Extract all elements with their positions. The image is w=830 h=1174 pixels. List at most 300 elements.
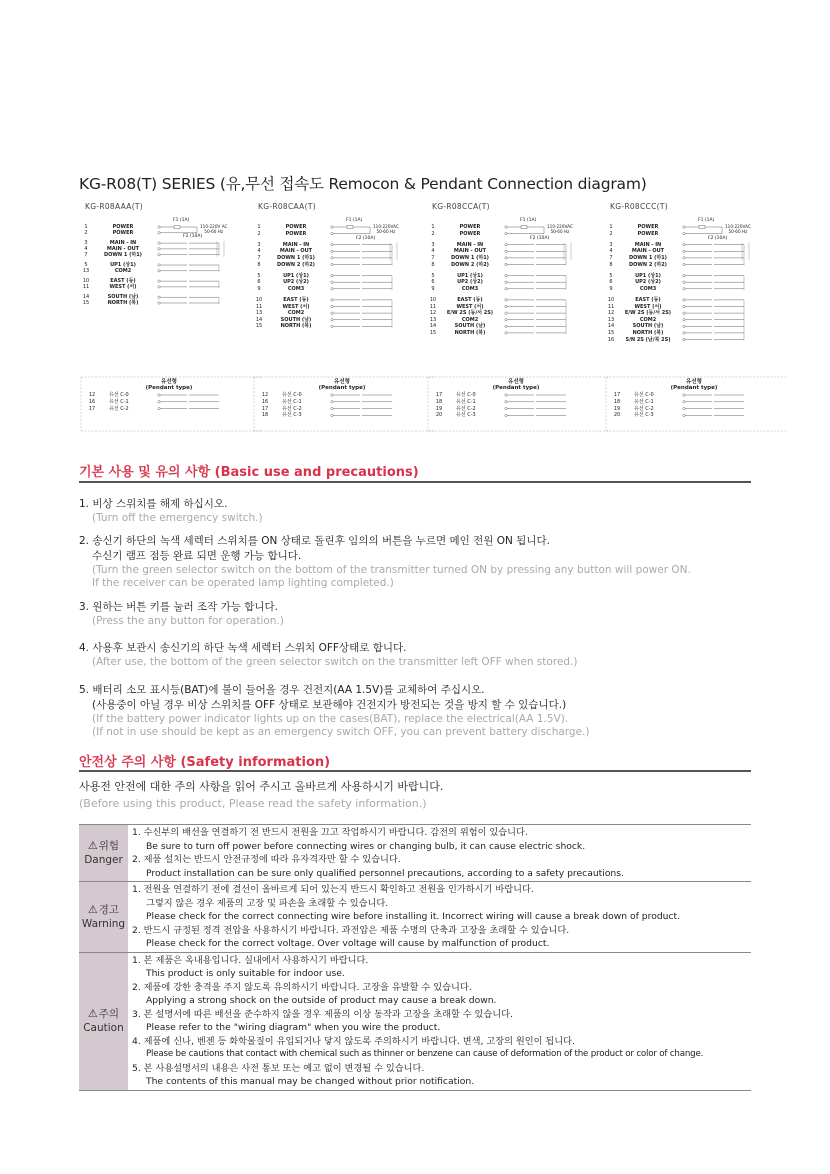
terminal-number: 9: [257, 285, 261, 292]
terminal-label: MAIN - OUT: [631, 248, 665, 255]
pendant-title: [634, 379, 754, 391]
basic-item: [79, 683, 759, 739]
safety-line: 1. 전원을 연결하기 전에 결선이 올바르게 되어 있는지 반드시 확인하고 전원을 인가하시기 바랍니다.: [132, 884, 534, 895]
terminal-contact: [331, 281, 333, 283]
terminal-label: COM2: [114, 267, 132, 274]
basic-item-korean: 4. 사용후 보관시 송신기의 하단 녹색 세렉터 스위치 OFF상태로 합니다.: [79, 642, 407, 654]
safety-line: Product installation can be sure only qualified personnel precautions, according to a safety precautions.: [146, 867, 624, 879]
terminal-number: 12: [607, 310, 615, 317]
terminal-contact: [683, 274, 685, 276]
terminal-label: MAIN - OUT: [106, 245, 140, 252]
safety-line: 2. 제품에 강한 충격을 주지 않도록 유의하시기 바랍니다. 고장을 유발할 수 있습니다.: [132, 981, 472, 993]
terminal-label: DOWN 2 (하2): [277, 261, 315, 268]
terminal-label: POWER: [112, 229, 134, 236]
terminal-label: E/W 2S (동/서 2S): [624, 310, 672, 317]
terminal-label: SOUTH (남): [280, 316, 312, 323]
pendant-terminal-number: 12: [88, 392, 96, 398]
terminal-label: E/W 2S (동/서 2S): [446, 310, 494, 317]
pendant-terminal-number: 18: [435, 398, 443, 405]
terminal-label: DOWN 1 (하1): [104, 251, 142, 258]
terminal-number: 5: [257, 272, 261, 279]
basic-use-heading: 기본 사용 및 유의 사항 (Basic use and precautions): [79, 465, 419, 480]
terminal-number: 6: [431, 279, 435, 286]
basic-item-english: (Press the any button for operation.): [92, 615, 284, 627]
safety-level-english: Caution: [83, 1022, 124, 1034]
pendant-terminal-number: 16: [88, 398, 96, 405]
terminal-contact: [505, 257, 507, 259]
pendant-terminal-number: 20: [435, 412, 443, 419]
pendant-terminal-label: 유선 C-3: [456, 412, 476, 419]
diagram-4: [604, 200, 789, 432]
terminal-contact: [158, 264, 160, 266]
terminal-contact: [331, 257, 333, 259]
safety-level-korean-text: 위험: [98, 840, 120, 852]
diagram-1: [79, 200, 264, 432]
terminal-label: UP2 (상2): [457, 279, 483, 286]
voltage-line: 50-60 Hz: [376, 229, 396, 234]
diagram-3: [426, 200, 611, 432]
terminal-contact: [158, 296, 160, 298]
terminal-label: NORTH (북): [280, 323, 312, 330]
terminal-contact: [505, 401, 507, 403]
safety-level-label: [79, 952, 128, 1090]
terminal-number: 7: [431, 254, 435, 261]
voltage-line: 50-60 Hz: [550, 229, 570, 234]
terminal-contact: [683, 250, 685, 252]
pendant-terminal-number: 19: [435, 405, 443, 412]
pendant-title-line: 유선형: [686, 379, 702, 385]
safety-line: 5. 본 사용설명서의 내용은 사전 통보 또는 예고 없이 변경될 수 있습니다.: [132, 1062, 425, 1074]
fuse-2-label: F2 (10A): [530, 235, 550, 241]
safety-line: 1. 본 제품은 옥내용입니다. 실내에서 사용하시기 바랍니다.: [132, 954, 369, 966]
basic-use-divider: [79, 481, 751, 483]
terminal-label: MAIN - OUT: [279, 248, 313, 255]
safety-divider: [79, 770, 751, 772]
terminal-label: COM2: [461, 316, 479, 323]
terminal-label: EAST (동): [110, 278, 136, 285]
pendant-title-line: (Pendant type): [318, 385, 366, 391]
terminal-contact: [683, 319, 685, 321]
terminal-contact: [683, 407, 685, 409]
terminal-contact: [505, 312, 507, 314]
basic-item-korean: 3. 원하는 버튼 키를 눌러 조작 가능 합니다.: [79, 601, 279, 613]
safety-line: Please be cautions that contact with chemical such as thinner or benzene can cause of deformation of the product or color of change.: [146, 1049, 704, 1059]
safety-line: 1. 수신부의 배선을 연결하기 전 반드시 전원을 끄고 작업하시기 바랍니다. 감전의 위험이 있습니다.: [132, 827, 528, 838]
terminal-label: MAIN - IN: [109, 240, 137, 247]
safety-content: [128, 952, 751, 1090]
terminal-label: POWER: [637, 224, 659, 230]
safety-content: [128, 882, 751, 953]
terminal-label: EAST (동): [457, 296, 483, 303]
terminal-number: 11: [607, 303, 615, 310]
safety-level-korean: [79, 839, 128, 853]
warning-triangle-icon: ⚠: [87, 902, 98, 916]
terminal-contact: [331, 299, 333, 301]
basic-item: [79, 497, 759, 525]
terminal-label: COM3: [639, 285, 657, 292]
terminal-label: POWER: [459, 230, 481, 237]
terminal-contact: [505, 319, 507, 321]
safety-level-label: [79, 825, 128, 882]
terminal-contact: [505, 263, 507, 265]
pendant-title-line: 유선형: [508, 379, 524, 385]
terminal-number: 13: [607, 316, 615, 323]
terminal-number: 14: [82, 294, 90, 301]
pendant-terminal-number: 17: [88, 405, 96, 412]
terminal-contact: [331, 325, 333, 327]
voltage-line: 110-220VAC: [373, 224, 399, 229]
terminal-number: 7: [257, 254, 261, 261]
terminal-label: COM3: [287, 285, 305, 292]
terminal-label: S/N 2S (남/북 2S): [625, 336, 671, 343]
terminal-label: MAIN - IN: [456, 241, 484, 248]
terminal-label: UP2 (상2): [283, 279, 309, 286]
terminal-number: 15: [607, 329, 615, 336]
terminal-label: DOWN 1 (하1): [277, 254, 315, 261]
basic-item-korean: 수신기 램프 점등 완료 되면 운행 가능 합니다.: [92, 550, 302, 562]
terminal-contact: [505, 250, 507, 252]
terminal-contact: [505, 281, 507, 283]
pendant-terminal-label: 유선 C-0: [456, 392, 476, 398]
terminal-number: 4: [84, 245, 88, 252]
terminal-number: 11: [429, 303, 437, 310]
terminal-number: 13: [429, 316, 437, 323]
terminal-contact: [331, 319, 333, 321]
basic-item: [79, 600, 759, 628]
terminal-label: POWER: [285, 230, 307, 237]
terminal-number: 4: [609, 248, 613, 255]
safety-level-label: [79, 882, 128, 953]
terminal-contact: [683, 401, 685, 403]
safety-line: 3. 본 설명서에 따른 배선을 준수하지 않을 경우 제품의 이상 동작과 고장을 초래할 수 있습니다.: [132, 1008, 513, 1020]
basic-item-english: (If the battery power indicator lights up on the cases(BAT), replace the electrical(AA 1.5V).: [92, 713, 569, 725]
pendant-terminal-number: 19: [613, 405, 621, 412]
pendant-title-line: (Pendant type): [670, 385, 718, 391]
fuse-2-label: F2 (10A): [356, 235, 376, 241]
safety-line: This product is only suitable for indoor use.: [146, 968, 345, 979]
terminal-number: 14: [429, 323, 437, 330]
terminal-number: 7: [609, 254, 613, 261]
terminal-label: UP1 (상1): [283, 272, 309, 279]
safety-row-warning: [79, 882, 751, 953]
pendant-terminal-label: 유선 C-0: [634, 392, 654, 398]
pendant-terminal-label: 유선 C-2: [109, 405, 129, 412]
terminal-contact: [331, 305, 333, 307]
terminal-number: 10: [82, 278, 90, 285]
terminal-label: COM3: [461, 285, 479, 292]
terminal-contact: [158, 280, 160, 282]
basic-item-english: (Turn off the emergency switch.): [92, 512, 263, 524]
safety-line: Applying a strong shock on the outside of product may cause a break down.: [146, 995, 497, 1006]
pendant-terminal-label: 유선 C-0: [109, 392, 129, 398]
pendant-title: [109, 379, 229, 391]
terminal-number: 2: [84, 229, 88, 236]
terminal-number: 2: [431, 230, 435, 237]
terminal-label: UP1 (상1): [635, 272, 661, 279]
fuse-1-label: F1 (1A): [173, 218, 190, 223]
terminal-contact: [331, 394, 333, 396]
terminal-number: 15: [82, 300, 90, 306]
warning-triangle-icon: ⚠: [87, 839, 98, 852]
terminal-label: COM2: [639, 316, 657, 323]
terminal-contact: [505, 414, 507, 416]
terminal-contact: [158, 242, 160, 244]
terminal-contact: [331, 414, 333, 416]
diagram-2: [252, 200, 437, 432]
terminal-contact: [331, 401, 333, 403]
diagram-model-name: KG-R08CCC(T): [610, 202, 668, 211]
basic-item-korean: 2. 송신기 하단의 녹색 세렉터 스위치를 ON 상태로 돌린후 임의의 버튼을 누르면 메인 전원 ON 됩니다.: [79, 535, 550, 547]
safety-line: Please refer to the "wiring diagram" when you wire the product.: [146, 1022, 441, 1033]
terminal-number: 3: [84, 240, 88, 247]
fuse-symbol: [521, 226, 527, 229]
pendant-terminal-label: 유선 C-2: [456, 405, 476, 412]
terminal-contact: [331, 250, 333, 252]
pendant-title-line: 유선형: [161, 379, 177, 385]
terminal-contact: [683, 226, 685, 228]
terminal-contact: [158, 302, 160, 304]
terminal-contact: [158, 286, 160, 288]
pendant-terminal-number: 17: [435, 392, 443, 398]
pendant-terminal-number: 17: [261, 405, 269, 412]
terminal-number: 10: [607, 296, 615, 303]
terminal-number: 16: [607, 336, 615, 343]
safety-intro-english: (Before using this product, Please read the safety information.): [79, 797, 427, 810]
terminal-number: 8: [257, 261, 261, 268]
safety-line: Be sure to turn off power before connecting wires or changing bulb, it can cause electric shock.: [146, 840, 586, 852]
terminal-label: NORTH (북): [454, 329, 486, 336]
safety-line: 그렇지 않은 경우 제품의 고장 및 파손을 초래할 수 있습니다.: [146, 897, 389, 909]
terminal-label: POWER: [112, 224, 134, 230]
basic-item-korean: (사용중이 아닐 경우 비상 스위치를 OFF 상태로 보관해야 건전지가 방전되는 것을 방지 할 수 있습니다.): [92, 699, 567, 711]
terminal-number: 8: [431, 261, 435, 268]
fuse-symbol: [699, 226, 705, 229]
safety-level-korean-text: 주의: [98, 1008, 120, 1020]
basic-item: [79, 534, 759, 590]
pendant-terminal-number: 20: [613, 412, 621, 419]
terminal-number: 2: [609, 230, 613, 237]
safety-level-korean-text: 경고: [98, 903, 120, 916]
safety-table: [79, 824, 751, 1091]
pendant-title: [282, 379, 402, 391]
terminal-label: UP2 (상2): [635, 279, 661, 286]
safety-row-caution: [79, 952, 751, 1090]
terminal-label: NORTH (북): [107, 300, 139, 306]
terminal-label: DOWN 1 (하1): [451, 254, 489, 261]
fuse-2-label: F2 (10A): [183, 234, 203, 240]
terminal-label: NORTH (북): [632, 329, 664, 336]
terminal-label: POWER: [637, 230, 659, 237]
terminal-contact: [505, 332, 507, 334]
terminal-contact: [158, 248, 160, 250]
pendant-title-line: (Pendant type): [145, 385, 193, 391]
pendant-terminal-number: 17: [613, 392, 621, 398]
terminal-number: 3: [431, 241, 435, 248]
terminal-label: EAST (동): [283, 296, 309, 303]
terminal-label: WEST (서): [109, 283, 137, 290]
terminal-number: 5: [609, 272, 613, 279]
terminal-contact: [158, 407, 160, 409]
terminal-number: 14: [255, 316, 263, 323]
terminal-contact: [331, 312, 333, 314]
terminal-label: SOUTH (남): [454, 323, 486, 330]
terminal-contact: [683, 257, 685, 259]
fuse-1-label: F1 (1A): [520, 218, 537, 223]
terminal-label: WEST (서): [456, 303, 484, 310]
terminal-number: 11: [255, 303, 263, 310]
terminal-contact: [331, 244, 333, 246]
terminal-contact: [331, 232, 333, 234]
safety-line: The contents of this manual may be changed without prior notification.: [146, 1076, 475, 1087]
safety-line: Please check for the correct voltage. Over voltage will cause by malfunction of product.: [146, 938, 550, 949]
terminal-number: 1: [431, 224, 435, 230]
terminal-contact: [158, 232, 160, 234]
terminal-contact: [331, 226, 333, 228]
terminal-number: 6: [257, 279, 261, 286]
pendant-terminal-number: 18: [613, 398, 621, 405]
terminal-label: SOUTH (남): [107, 294, 139, 301]
basic-item: [79, 641, 759, 669]
voltage-label: [725, 224, 751, 234]
terminal-label: MAIN - IN: [634, 241, 662, 248]
terminal-label: WEST (서): [634, 303, 662, 310]
basic-item-english: (If not in use should be kept as an emergency switch OFF, you can prevent battery discharge.): [92, 726, 590, 738]
basic-item-english: If the receiver can be operated lamp lighting completed.): [92, 577, 394, 589]
terminal-contact: [158, 394, 160, 396]
terminal-contact: [158, 254, 160, 256]
terminal-contact: [505, 394, 507, 396]
terminal-number: 2: [257, 230, 261, 237]
terminal-contact: [683, 244, 685, 246]
pendant-title-line: (Pendant type): [492, 385, 540, 391]
terminal-number: 8: [609, 261, 613, 268]
safety-level-english: Warning: [81, 917, 126, 930]
terminal-contact: [505, 299, 507, 301]
fuse-1-label: F1 (1A): [698, 218, 715, 223]
terminal-contact: [683, 263, 685, 265]
diagram-model-name: KG-R08CAA(T): [258, 202, 316, 211]
terminal-contact: [683, 305, 685, 307]
pendant-terminal-label: 유선 C-0: [282, 392, 302, 398]
voltage-label: [373, 224, 399, 234]
terminal-contact: [683, 325, 685, 327]
terminal-number: 13: [255, 310, 263, 317]
terminal-number: 14: [607, 323, 615, 330]
safety-content: [128, 825, 751, 882]
terminal-number: 5: [431, 272, 435, 279]
pendant-terminal-label: 유선 C-1: [282, 398, 302, 405]
fuse-1-label: F1 (1A): [346, 218, 363, 223]
voltage-line: 50-60 Hz: [728, 229, 748, 234]
voltage-label: [200, 224, 227, 234]
safety-line: 2. 제품 설치는 반드시 안전규정에 따라 유자격자만 할 수 있습니다.: [132, 854, 401, 865]
terminal-number: 10: [255, 296, 263, 303]
terminal-number: 12: [429, 310, 437, 317]
pendant-terminal-label: 유선 C-1: [634, 398, 654, 405]
terminal-contact: [505, 274, 507, 276]
voltage-label: [547, 224, 573, 234]
terminal-label: EAST (동): [635, 296, 661, 303]
terminal-contact: [505, 325, 507, 327]
pendant-terminal-label: 유선 C-1: [456, 398, 476, 405]
terminal-label: WEST (서): [282, 303, 310, 310]
terminal-label: COM2: [287, 310, 305, 317]
basic-item-korean: 1. 비상 스위치를 해제 하십시오.: [79, 498, 228, 510]
terminal-contact: [505, 232, 507, 234]
terminal-contact: [158, 401, 160, 403]
terminal-label: DOWN 2 (하2): [629, 261, 667, 268]
voltage-line: 110-220V AC: [200, 224, 228, 229]
pendant-title-line: 유선형: [334, 379, 350, 385]
safety-level-english: Danger: [84, 854, 123, 866]
terminal-number: 7: [84, 251, 88, 258]
pendant-terminal-number: 12: [261, 392, 269, 398]
safety-line: 2. 반드시 규정된 정격 전압을 사용하시기 바랍니다. 과전압은 제품 수명의 단축과 고장을 초래할 수 있습니다.: [132, 924, 570, 936]
pendant-terminal-number: 16: [261, 398, 269, 405]
terminal-number: 1: [609, 224, 613, 230]
terminal-contact: [505, 244, 507, 246]
terminal-contact: [505, 305, 507, 307]
terminal-number: 9: [431, 285, 435, 292]
terminal-contact: [505, 288, 507, 290]
terminal-contact: [683, 338, 685, 340]
terminal-number: 15: [429, 329, 437, 336]
safety-line: 4. 제품에 신나, 벤젠 등 화학물질이 유입되거나 닿지 않도록 주의하시기 바랍니다. 변색, 고장의 원인이 됩니다.: [132, 1035, 575, 1047]
basic-item-english: (Turn the green selector switch on the bottom of the transmitter turned ON by pressing any button will power ON.: [92, 564, 691, 576]
terminal-contact: [331, 407, 333, 409]
basic-item-korean: 5. 배터리 소모 표시등(BAT)에 불이 들어올 경우 건전지(AA 1.5V)를 교체하여 주십시오.: [79, 684, 485, 696]
terminal-contact: [683, 394, 685, 396]
terminal-label: UP1 (상1): [110, 262, 136, 268]
terminal-label: DOWN 1 (하1): [629, 254, 667, 261]
safety-intro-korean: 사용전 안전에 대한 주의 사항을 읽어 주시고 올바르게 사용하시기 바랍니다.: [79, 780, 444, 793]
terminal-contact: [683, 288, 685, 290]
fuse-symbol: [347, 226, 353, 229]
warning-triangle-icon: ⚠: [87, 1007, 98, 1020]
pendant-terminal-label: 유선 C-2: [634, 405, 654, 412]
terminal-contact: [158, 226, 160, 228]
terminal-contact: [683, 281, 685, 283]
terminal-label: MAIN - OUT: [453, 248, 487, 255]
terminal-contact: [683, 414, 685, 416]
safety-level-korean: [79, 1007, 128, 1021]
terminal-contact: [158, 270, 160, 272]
terminal-label: UP1 (상1): [457, 272, 483, 279]
fuse-symbol: [174, 226, 180, 229]
terminal-number: 11: [82, 283, 90, 290]
fuse-2-label: F2 (10A): [708, 235, 728, 241]
terminal-label: POWER: [459, 224, 481, 230]
terminal-number: 3: [257, 241, 261, 248]
terminal-contact: [683, 232, 685, 234]
terminal-contact: [331, 263, 333, 265]
terminal-number: 9: [609, 285, 613, 292]
terminal-number: 15: [255, 323, 263, 330]
diagram-model-name: KG-R08AAA(T): [85, 202, 144, 211]
terminal-number: 6: [609, 279, 613, 286]
voltage-line: 110-220VAC: [725, 224, 751, 229]
terminal-label: MAIN - IN: [282, 241, 310, 248]
pendant-terminal-label: 유선 C-1: [109, 398, 129, 405]
terminal-number: 4: [431, 248, 435, 255]
basic-item-english: (After use, the bottom of the green selector switch on the transmitter left OFF when stored.): [92, 656, 578, 668]
terminal-contact: [683, 332, 685, 334]
terminal-contact: [331, 274, 333, 276]
safety-heading: 안전상 주의 사항 (Safety information): [79, 755, 331, 770]
voltage-line: 50-60 Hz: [204, 229, 224, 234]
terminal-contact: [505, 407, 507, 409]
terminal-number: 10: [429, 296, 437, 303]
